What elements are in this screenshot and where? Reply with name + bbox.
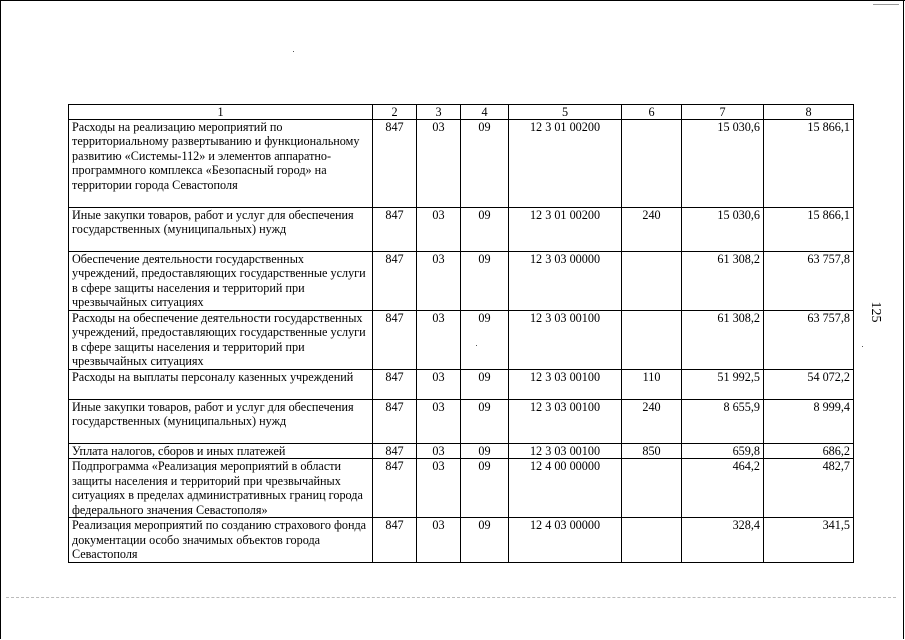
- table-row: [69, 400, 854, 444]
- row-name: Подпрограмма «Реализация мероприятий в области защиты населения и территорий при чрезвычайных ситуациях в пределах административных границ города федерального значения Севастополя»: [69, 459, 373, 518]
- top-edge-line: [0, 0, 905, 1]
- row-name: Расходы на выплаты персоналу казенных учреждений: [69, 370, 373, 400]
- row-c5: 12 3 03 00100: [509, 444, 622, 459]
- row-c2: 847: [373, 370, 417, 400]
- row-c6: [622, 120, 682, 208]
- row-c4: 09: [461, 370, 509, 400]
- row-name: Обеспечение деятельности государственных учреждений, предоставляющих государственные услуги в сфере защиты населения и территорий при чрезвычайных ситуациях: [69, 252, 373, 311]
- table-row: [69, 208, 854, 252]
- row-c3: 03: [417, 208, 461, 252]
- row-c8: 63 757,8: [764, 252, 854, 311]
- page-number: 125: [868, 301, 883, 323]
- row-c3: 03: [417, 400, 461, 444]
- table-row: [69, 252, 854, 311]
- table-row: [69, 444, 854, 459]
- row-c4: 09: [461, 208, 509, 252]
- row-c2: 847: [373, 311, 417, 370]
- row-name: Уплата налогов, сборов и иных платежей: [69, 444, 373, 459]
- row-c8: 482,7: [764, 459, 854, 518]
- scan-speck: [293, 51, 294, 52]
- row-c6: [622, 459, 682, 518]
- budget-table: [68, 104, 854, 563]
- row-name: Иные закупки товаров, работ и услуг для обеспечения государственных (муниципальных) нужд: [69, 400, 373, 444]
- row-c7: 328,4: [682, 518, 764, 562]
- bottom-scan-dashes: [6, 597, 896, 598]
- row-c7: 15 030,6: [682, 208, 764, 252]
- row-c6: 240: [622, 400, 682, 444]
- row-c8: 341,5: [764, 518, 854, 562]
- table-row: [69, 311, 854, 370]
- row-c3: 03: [417, 370, 461, 400]
- row-c3: 03: [417, 252, 461, 311]
- table-row: [69, 370, 854, 400]
- row-name: Иные закупки товаров, работ и услуг для обеспечения государственных (муниципальных) нужд: [69, 208, 373, 252]
- row-c3: 03: [417, 518, 461, 562]
- row-c7: 464,2: [682, 459, 764, 518]
- top-edge-mark: [873, 4, 899, 5]
- row-c3: 03: [417, 444, 461, 459]
- row-c2: 847: [373, 208, 417, 252]
- row-c5: 12 3 03 00100: [509, 370, 622, 400]
- row-c6: [622, 252, 682, 311]
- row-name: Расходы на реализацию мероприятий по территориальному развертыванию и функциональному развитию «Системы-112» и элементов аппаратно-программного комплекса «Безопасный город» на территории города Севастополя: [69, 120, 373, 208]
- row-c6: [622, 311, 682, 370]
- header-col-1: 1: [69, 105, 373, 120]
- row-c2: 847: [373, 459, 417, 518]
- header-col-4: 4: [461, 105, 509, 120]
- row-c2: 847: [373, 252, 417, 311]
- table-row: [69, 459, 854, 518]
- row-c7: 51 992,5: [682, 370, 764, 400]
- table-header: [69, 105, 854, 120]
- header-col-7: 7: [682, 105, 764, 120]
- row-c3: 03: [417, 311, 461, 370]
- row-c8: 15 866,1: [764, 120, 854, 208]
- row-c6: [622, 518, 682, 562]
- row-c3: 03: [417, 120, 461, 208]
- header-col-8: 8: [764, 105, 854, 120]
- row-c2: 847: [373, 444, 417, 459]
- row-c8: 686,2: [764, 444, 854, 459]
- row-c8: 54 072,2: [764, 370, 854, 400]
- table-body: [69, 120, 854, 563]
- row-c7: 61 308,2: [682, 311, 764, 370]
- header-col-2: 2: [373, 105, 417, 120]
- row-c2: 847: [373, 518, 417, 562]
- row-c5: 12 4 03 00000: [509, 518, 622, 562]
- header-col-5: 5: [509, 105, 622, 120]
- table-row: [69, 120, 854, 208]
- row-name: Реализация мероприятий по созданию страхового фонда документации особо значимых объектов города Севастополя: [69, 518, 373, 562]
- table-row: [69, 518, 854, 562]
- row-name: Расходы на обеспечение деятельности государственных учреждений, предоставляющих государственные услуги в сфере защиты населения и территорий при чрезвычайных ситуациях: [69, 311, 373, 370]
- row-c7: 659,8: [682, 444, 764, 459]
- row-c4: 09: [461, 459, 509, 518]
- row-c6: 110: [622, 370, 682, 400]
- row-c4: 09: [461, 311, 509, 370]
- row-c7: 15 030,6: [682, 120, 764, 208]
- row-c2: 847: [373, 120, 417, 208]
- row-c4: 09: [461, 400, 509, 444]
- row-c5: 12 3 03 00100: [509, 311, 622, 370]
- row-c3: 03: [417, 459, 461, 518]
- header-row: [69, 105, 854, 120]
- row-c5: 12 4 00 00000: [509, 459, 622, 518]
- row-c5: 12 3 03 00000: [509, 252, 622, 311]
- row-c6: 240: [622, 208, 682, 252]
- row-c8: 8 999,4: [764, 400, 854, 444]
- header-col-3: 3: [417, 105, 461, 120]
- row-c4: 09: [461, 518, 509, 562]
- row-c4: 09: [461, 120, 509, 208]
- row-c2: 847: [373, 400, 417, 444]
- row-c4: 09: [461, 444, 509, 459]
- row-c5: 12 3 01 00200: [509, 120, 622, 208]
- header-col-6: 6: [622, 105, 682, 120]
- scan-speck: [862, 346, 863, 347]
- row-c8: 15 866,1: [764, 208, 854, 252]
- row-c5: 12 3 03 00100: [509, 400, 622, 444]
- row-c6: 850: [622, 444, 682, 459]
- row-c4: 09: [461, 252, 509, 311]
- row-c7: 8 655,9: [682, 400, 764, 444]
- row-c5: 12 3 01 00200: [509, 208, 622, 252]
- row-c8: 63 757,8: [764, 311, 854, 370]
- row-c7: 61 308,2: [682, 252, 764, 311]
